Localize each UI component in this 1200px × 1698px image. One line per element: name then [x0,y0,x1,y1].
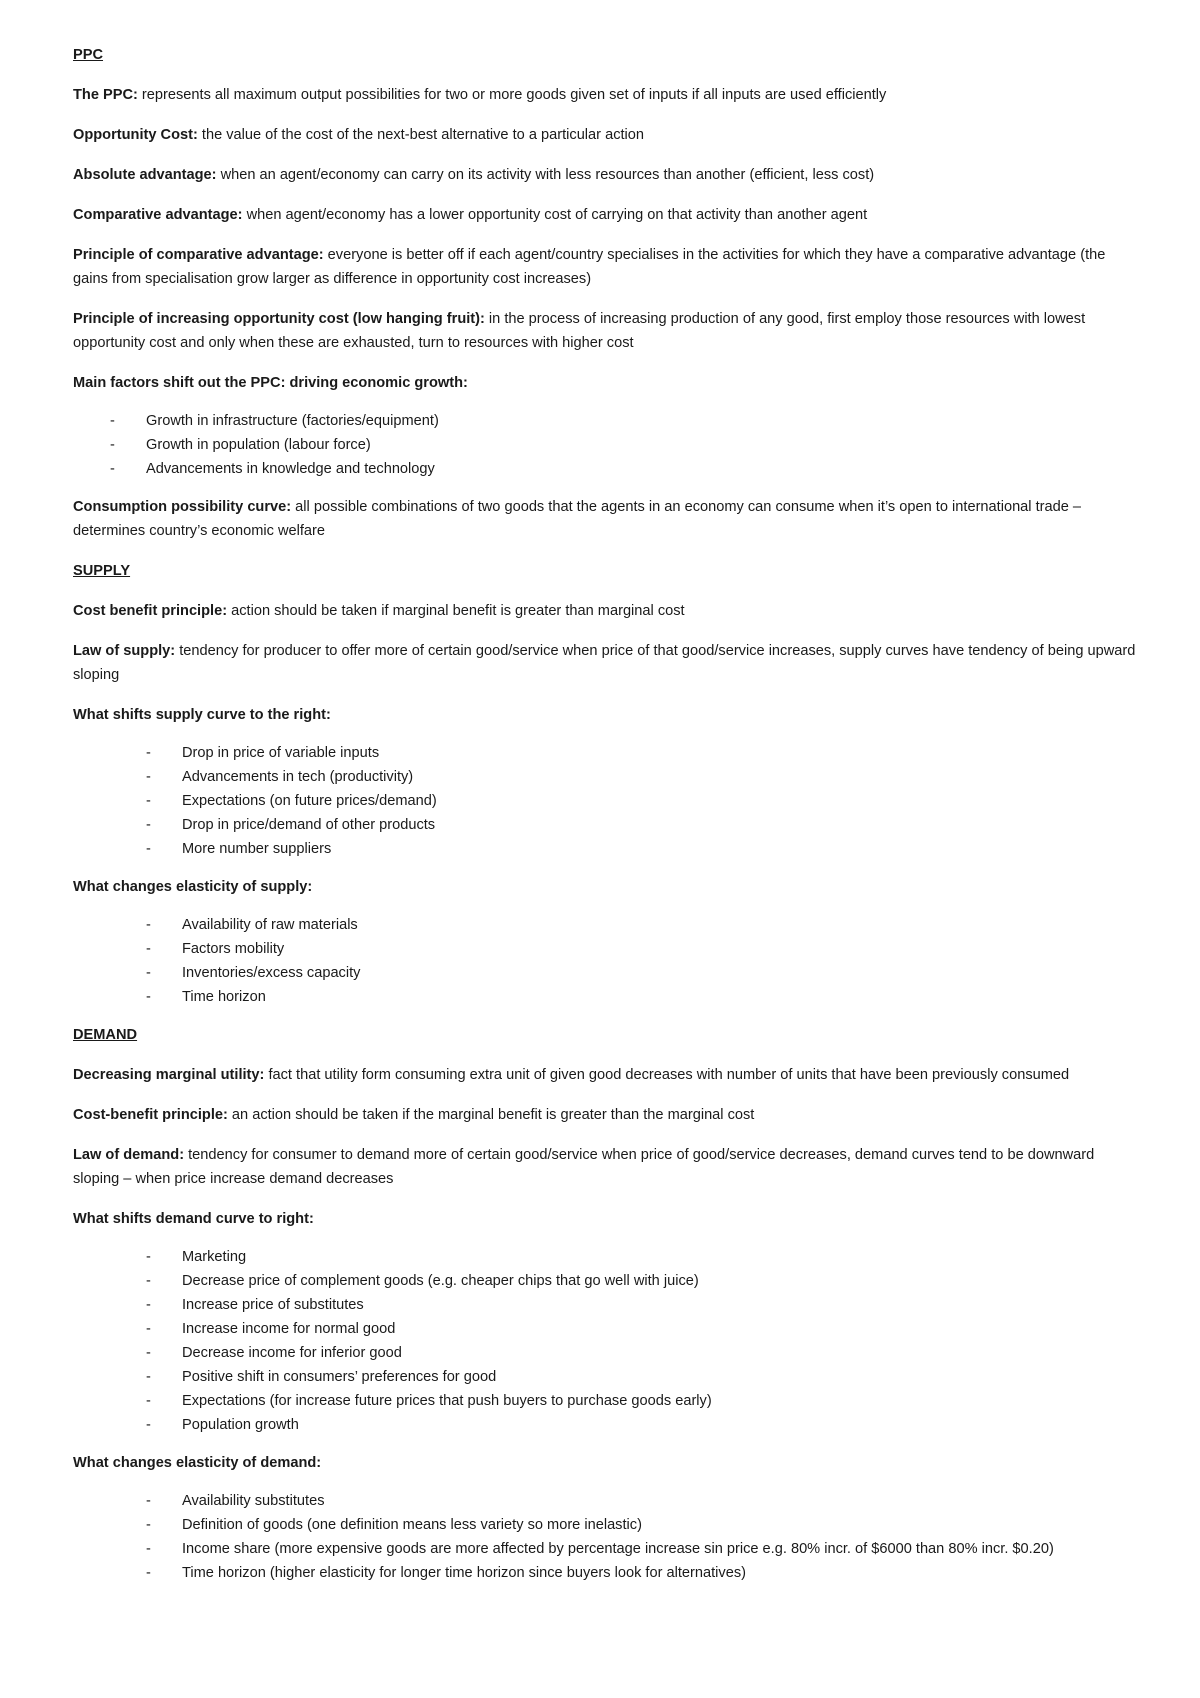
definition-text: an action should be taken if the marginal benefit is greater than the marginal cost [227,1107,755,1123]
dash-marker: - [146,1273,151,1289]
dash-marker: - [146,989,151,1005]
list-item-text: More number suppliers [182,841,332,857]
definition-text: tendency for producer to offer more of certain good/service when price of that good/service increases, supply curves have tendency of being upward sloping [73,643,1136,683]
dash-marker: - [146,1369,151,1385]
term: Absolute advantage: [73,167,217,183]
list-item-text: Availability substitutes [182,1493,325,1509]
list-item-text: Marketing [182,1249,247,1265]
dash-marker: - [146,1417,151,1433]
term: The PPC: [73,87,138,103]
definition-opportunity-cost [73,123,1140,147]
dash-marker: - [146,745,151,761]
term: Law of supply: [73,643,176,659]
list-item [73,1389,1140,1413]
dash-marker: - [146,1393,151,1409]
list-item [73,789,1140,813]
definition-principle-increasing-opportunity-cost [73,307,1140,355]
dash-marker: - [146,1493,151,1509]
term: Decreasing marginal utility: [73,1067,265,1083]
list-item [73,1413,1140,1437]
subheading-supply-elasticity: What changes elasticity of supply: [73,879,313,895]
list-item-text: Drop in price/demand of other products [182,817,436,833]
term: Comparative advantage: [73,207,243,223]
definition-text: in the process of increasing production of any good, first employ those resources with lowest opportunity cost and only when these are exhausted, turn to resources with higher cost [73,311,1086,351]
definition-text: all possible combinations of two goods that the agents in an economy can consume when it’s open to international trade – determines country’s economic welfare [73,499,1082,539]
term: Cost-benefit principle: [73,1107,228,1123]
list-item [73,1341,1140,1365]
list-item [73,1489,1140,1513]
list-item-text: Growth in infrastructure (factories/equipment) [146,413,439,429]
list-item [73,1245,1140,1269]
list-item [73,1293,1140,1317]
section-heading-demand: DEMAND [73,1027,138,1043]
list-item-text: Definition of goods (one definition means less variety so more inelastic) [182,1517,642,1533]
list-item [73,961,1140,985]
list-item [73,937,1140,961]
list-item [73,765,1140,789]
dash-marker: - [146,793,151,809]
term: Opportunity Cost: [73,127,198,143]
term: Principle of increasing opportunity cost (low hanging fruit): [73,311,485,327]
list-supply-elasticity [73,913,1140,1009]
definition-comparative-advantage [73,203,1140,227]
list-item [73,1537,1140,1561]
dash-marker: - [146,1297,151,1313]
dash-marker: - [146,1565,151,1581]
subheading-demand-elasticity: What changes elasticity of demand: [73,1455,322,1471]
list-item-text: Population growth [182,1417,299,1433]
dash-marker: - [146,1249,151,1265]
list-item-text: Advancements in tech (productivity) [182,769,414,785]
dash-marker: - [110,413,115,429]
subheading-demand-shifts: What shifts demand curve to right: [73,1211,314,1227]
term: Cost benefit principle: [73,603,228,619]
subheading-ppc-growth: Main factors shift out the PPC: driving economic growth: [73,375,468,391]
list-item [73,1365,1140,1389]
definition-text: tendency for consumer to demand more of certain good/service when price of good/service decreases, demand curves tend to be downward sloping – when price increase demand decreases [73,1147,1095,1187]
dash-marker: - [146,1321,151,1337]
dash-marker: - [110,461,115,477]
definition-decreasing-marginal-utility [73,1063,1140,1087]
list-item-text: Decrease income for inferior good [182,1345,402,1361]
definition-text: represents all maximum output possibilities for two or more goods given set of inputs if all inputs are used efficiently [137,87,887,103]
dash-marker: - [146,817,151,833]
list-item-text: Decrease price of complement goods (e.g. cheaper chips that go well with juice) [182,1273,699,1289]
definition-law-of-demand [73,1143,1140,1191]
list-item [73,1269,1140,1293]
list-item-text: Growth in population (labour force) [146,437,371,453]
definition-text: everyone is better off if each agent/country specialises in the activities for which they have a comparative advantage (the gains from specialisation grow larger as difference in opportunity cost increases) [73,247,1106,287]
list-item [73,741,1140,765]
list-demand-shifts [73,1245,1140,1437]
definition-text: the value of the cost of the next-best alternative to a particular action [197,127,645,143]
dash-marker: - [146,941,151,957]
list-ppc-growth [73,409,1140,481]
list-item-text: Inventories/excess capacity [182,965,361,981]
term: Consumption possibility curve: [73,499,292,515]
list-item-text: Time horizon [182,989,266,1005]
definition-text: action should be taken if marginal benefit is greater than marginal cost [227,603,685,619]
definition-law-of-supply [73,639,1140,687]
section-heading-supply: SUPPLY [73,563,131,579]
dash-marker: - [146,917,151,933]
list-item [73,985,1140,1009]
list-supply-shifts [73,741,1140,861]
list-item-text: Income share (more expensive goods are more affected by percentage increase sin price e.g. 80% incr. of $6000 than 80% incr. $0.20) [182,1541,1054,1557]
list-item-text: Advancements in knowledge and technology [146,461,435,477]
definition-absolute-advantage [73,163,1140,187]
list-item [73,913,1140,937]
list-item-text: Expectations (for increase future prices that push buyers to purchase goods early) [182,1393,712,1409]
subheading-supply-shifts: What shifts supply curve to the right: [73,707,331,723]
list-item-text: Factors mobility [182,941,285,957]
list-item [73,813,1140,837]
definition-the-ppc [73,83,1140,107]
dash-marker: - [146,769,151,785]
list-item-text: Drop in price of variable inputs [182,745,380,761]
list-item [73,1561,1140,1585]
list-item [73,1317,1140,1341]
dash-marker: - [146,1517,151,1533]
dash-marker: - [110,437,115,453]
definition-text: when an agent/economy can carry on its activity with less resources than another (efficient, less cost) [216,167,875,183]
list-item-text: Increase income for normal good [182,1321,396,1337]
term: Principle of comparative advantage: [73,247,324,263]
list-demand-elasticity [73,1489,1140,1585]
list-item [73,457,1140,481]
list-item-text: Positive shift in consumers’ preferences for good [182,1369,497,1385]
list-item-text: Expectations (on future prices/demand) [182,793,437,809]
section-heading-ppc: PPC [73,47,104,63]
dash-marker: - [146,965,151,981]
list-item [73,409,1140,433]
dash-marker: - [146,841,151,857]
definition-text: fact that utility form consuming extra unit of given good decreases with number of units that have been previously consumed [264,1067,1070,1083]
term: Law of demand: [73,1147,185,1163]
list-item-text: Availability of raw materials [182,917,358,933]
list-item [73,433,1140,457]
definition-principle-comparative-advantage [73,243,1140,291]
definition-text: when agent/economy has a lower opportunity cost of carrying on that activity than another agent [242,207,868,223]
dash-marker: - [146,1345,151,1361]
definition-consumption-possibility-curve [73,495,1140,543]
list-item [73,1513,1140,1537]
list-item-text: Time horizon (higher elasticity for longer time horizon since buyers look for alternatives) [182,1565,746,1581]
dash-marker: - [146,1541,151,1557]
definition-cost-benefit-principle [73,599,1140,623]
list-item-text: Increase price of substitutes [182,1297,364,1313]
definition-cost-benefit-principle-demand [73,1103,1140,1127]
list-item [73,837,1140,861]
